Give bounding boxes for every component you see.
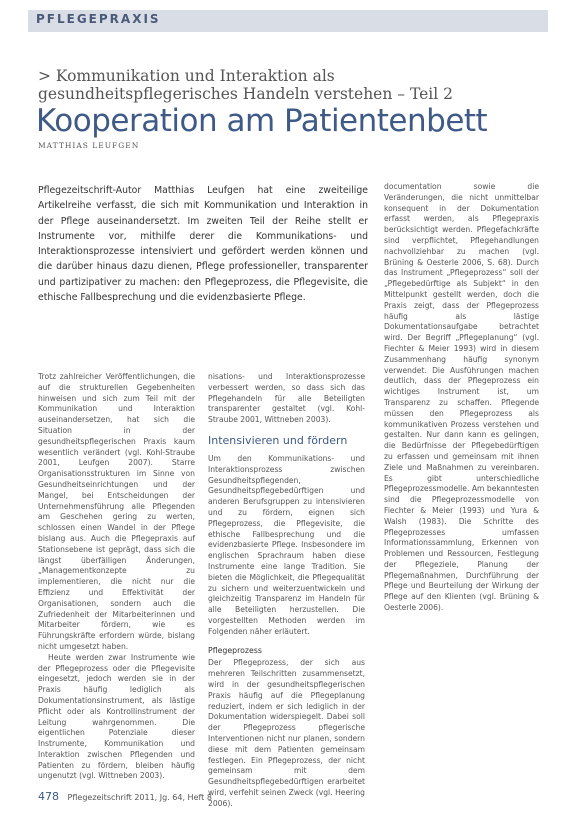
page-footer <box>38 790 538 803</box>
body-column-right <box>384 182 539 614</box>
section-heading: Intensivieren und fördern <box>208 433 348 447</box>
body-paragraph: nisations- und Interaktionsprozesse verbessert werden, so dass sich das Pflegehandeln für alle Beteiligten transparenter gestaltet (vgl. Kohl-Straube 2001, Wittneben 2003). <box>208 372 365 425</box>
body-paragraph: Der Pflegeprozess, der sich aus mehreren Teilschritten zusammensetzt, wird in der gesundheitspflegerischen Praxis häufig auf die Pflegeplanung reduziert, indem er sich lediglich in der Dokumentation widerspiegelt. Dabei soll der Pflegeprozess pflegerische Interventionen nicht nur planen, sondern diese mit dem Patienten gemeinsam festlegen. Ein Pflegeprozess, der nicht gemeinsam mit dem Gesundheitspflegebedürftigen erarbeitet wird, verfehlt seinen Zweck (vgl. Heering 2006). <box>208 658 365 808</box>
article-title: Kooperation am Patientenbett <box>36 103 488 139</box>
body-paragraph: Heute werden zwar Instrumente wie der Pflegeprozess oder die Pflegevisite eingesetzt, jedoch werden sie in der Praxis häufig lediglich als Dokumentationsinstrument, als lästige Pflicht oder als Kontrollinstrument der Leitung wahrgenommen. Die eigentlichen Potenziale dieser Instrumente, Kommunikation und Interaktion zwischen Pflegenden und Patienten zu fördern, bleiben häufig ungenutzt (vgl. Wittneben 2003). <box>38 652 195 781</box>
body-paragraph: documentation sowie die Veränderungen, die nicht unmittelbar konsequent in der Dokumentation erfasst werden, als Pflegepraxis berücksichtigt werden. Pflegefachkräfte sind verpflichtet, Pflegehandlungen nachvollziehbar zu machen (vgl. Brüning & Oesterle 2006, S. 68). Durch das Instrument „Pflegeprozess“ soll der „Pflegebedürftige als Subjekt“ in den Mittelpunkt gestellt werden, doch die Praxis zeigt, dass der Pflegeprozess häufig als lästige Dokumentationsaufgabe betrachtet wird. Der Begriff „Pflegeplanung“ (vgl. Fiechter & Meier 1993) wird in diesem Zusammenhang häufig synonym verwendet. Die Ausführungen machen deutlich, dass der Pflegeprozess ein wichtiges Instrument ist, um Transparenz zu schaffen. Pflegende müssen den Pflegeprozess als kommunikativen Prozess verstehen und gestalten. Nur dann kann es gelingen, die Bedürfnisse der Pflegebedürftigen zu erfassen und gemeinsam mit ihnen Ziele und Maßnahmen zu vereinbaren. Es gibt unterschiedliche Pflegeprozessmodelle. Am bekanntesten sind die Pflegeprozessmodelle von Fiechter & Meier (1993) und Yura & Walsh (1983). Die Schritte des Pflegeprozesses umfassen Informationssammlung, Erkennen von Problemen und Ressourcen, Festlegung der Pflegeziele, Planung der Pflegemaßnahmen, Durchführung der Pflege und Beurteilung der Wirkung der Pflege auf den Klienten (vgl. Brüning & Oesterle 2006). <box>384 182 539 613</box>
subsection-heading: Pflegeprozess <box>208 645 262 655</box>
page-number: 478 <box>38 790 59 803</box>
body-column-middle <box>208 372 365 809</box>
article-lead: Pflegezeitschrift-Autor Matthias Leufgen hat eine zweiteilige Artikelreihe verfasst, die sich mit Kommunikation und Interaktion in der Pflege auseinandersetzt. Im zweiten Teil der Reihe stellt er Instrumente vor, mithilfe derer die Kommunikations- und Interaktionsprozesse intensiviert und gefördert werden können und die darüber hinaus dazu dienen, Pflege professioneller, transparenter und partizipativer zu machen: den Pflegeprozess, die Pflegevisite, die ethische Fallbesprechung und die evidenzbasierte Pflege. <box>38 185 368 304</box>
body-column-left <box>38 372 195 782</box>
article-kicker: > Kommunikation und Interaktion als gesundheitspflegerisches Handeln verstehen – Teil 2 <box>38 67 453 103</box>
section-rubric: PFLEGEPRAXIS <box>28 10 548 32</box>
body-paragraph: Trotz zahlreicher Veröffentlichungen, die auf die strukturellen Gegebenheiten hinweisen und sich zum Teil mit der Kommunikation und Interaktion auseinandersetzen, hat sich die Situation in der gesundheitspflegerischen Praxis kaum wesentlich verändert (vgl. Kohl-Straube 2001, Leufgen 2007). Starre Organisationsstrukturen im Sinne von Gesundheitseinrichtungen und der Mangel, bei Entscheidungen der Unternehmensführung alle Pflegenden am Geschehen gering zu werten, schlossen einen Wandel in der Pflege bislang aus. Auch die Pflegepraxis auf Stationsebene ist geprägt, dass sich die längst überfälligen Änderungen, „Managementkonzepte zu implementieren, die nicht nur die Effizienz und Effektivität der Organisationen, sondern auch die Zufriedenheit der Mitarbeiterinnen und Mitarbeiter fördern, wie es Führungskräfte erfordern würde, bislang nicht umgesetzt haben. <box>38 372 195 651</box>
journal-citation: Pflegezeitschrift 2011, Jg. 64, Heft 8 <box>67 793 212 802</box>
article-author: MATTHIAS LEUFGEN <box>38 141 140 150</box>
body-paragraph: Um den Kommunikations- und Interaktionsprozess zwischen Gesundheitspflegenden, Gesundheitspflegebedürftigen und anderen Berufsgruppen zu intensivieren und zu fördern, eignen sich Pflegeprozess, die Pflegevisite, die ethische Fallbesprechung und die evidenzbasierte Pflege. Insbesondere im englischen Sprachraum haben diese Instrumente eine lange Tradition. Sie bieten die Möglichkeit, die Pflegequalität zu sichern und weiterzuentwickeln und gleichzeitig Transparenz im Handeln für alle Beteiligten herzustellen. Die vorgestellten Methoden werden im Folgenden näher erläutert. <box>208 453 365 636</box>
